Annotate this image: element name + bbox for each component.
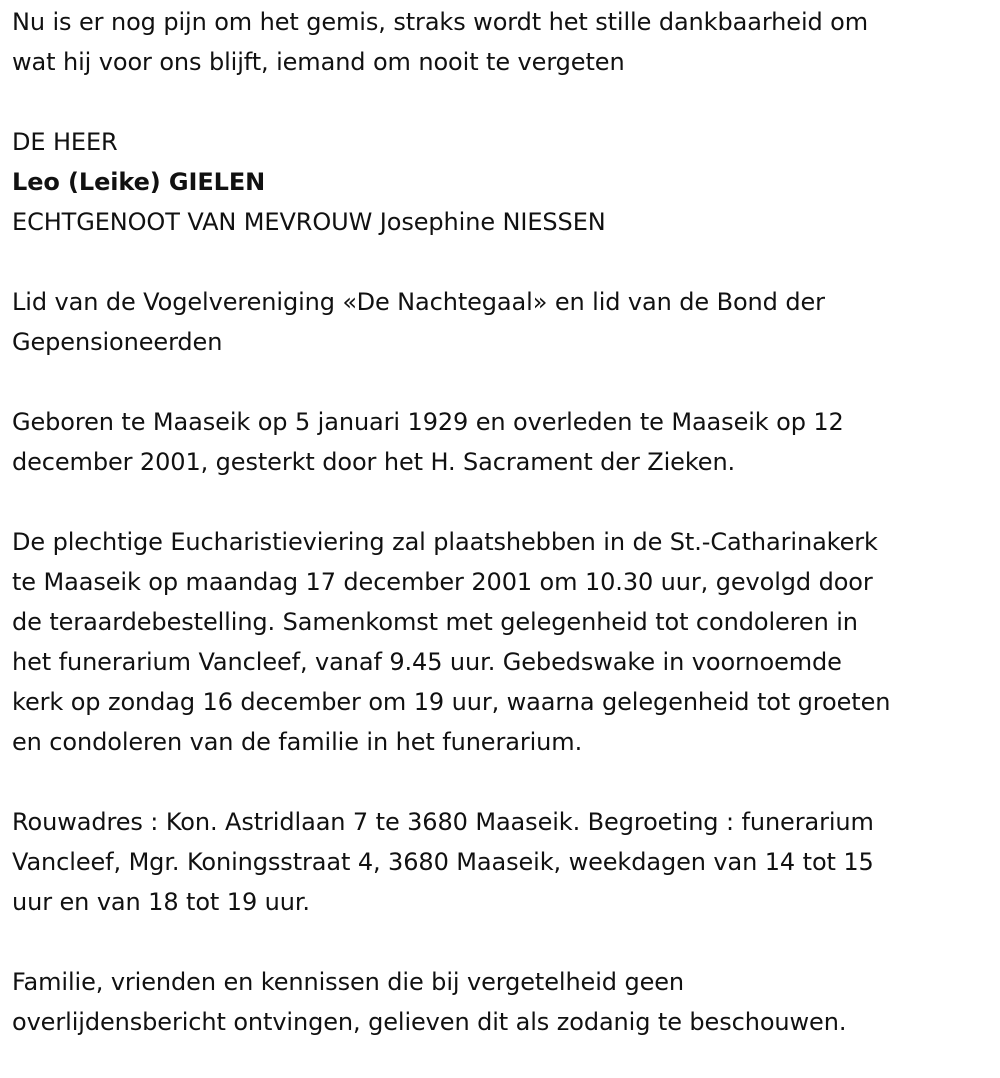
ceremony-line: De plechtige Eucharistieviering zal plaatshebben in de St.-Catharinakerk <box>12 528 878 556</box>
closing-line: Familie, vrienden en kennissen die bij vergetelheid geen <box>12 968 685 996</box>
deceased-block <box>12 122 988 242</box>
ceremony-line: kerk op zondag 16 december om 19 uur, waarna gelegenheid tot groeten <box>12 688 891 716</box>
address-line: uur en van 18 tot 19 uur. <box>12 888 310 916</box>
opening-verse <box>12 2 988 82</box>
membership-line: Gepensioneerden <box>12 328 223 356</box>
ceremony-line: te Maaseik op maandag 17 december 2001 om 10.30 uur, gevolgd door <box>12 568 873 596</box>
ceremony-line: de teraardebestelling. Samenkomst met gelegenheid tot condoleren in <box>12 608 858 636</box>
closing-line: overlijdensbericht ontvingen, gelieven dit als zodanig te beschouwen. <box>12 1008 847 1036</box>
opening-verse-line: Nu is er nog pijn om het gemis, straks wordt het stille dankbaarheid om <box>12 8 869 36</box>
ceremony-line: en condoleren van de familie in het funerarium. <box>12 728 583 756</box>
membership-line: Lid van de Vogelvereniging «De Nachtegaal» en lid van de Bond der <box>12 288 825 316</box>
membership-paragraph <box>12 282 988 362</box>
address-line: Rouwadres : Kon. Astridlaan 7 te 3680 Maaseik. Begroeting : funerarium <box>12 808 874 836</box>
opening-verse-line: wat hij voor ons blijft, iemand om nooit te vergeten <box>12 48 625 76</box>
spouse-line: ECHTGENOOT VAN MEVROUW Josephine NIESSEN <box>12 208 606 236</box>
deceased-name: Leo (Leike) GIELEN <box>12 168 266 196</box>
ceremony-paragraph <box>12 522 988 762</box>
address-line: Vancleef, Mgr. Koningsstraat 4, 3680 Maaseik, weekdagen van 14 tot 15 <box>12 848 874 876</box>
birth-death-paragraph <box>12 402 988 482</box>
birth-death-line: Geboren te Maaseik op 5 januari 1929 en overleden te Maaseik op 12 <box>12 408 844 436</box>
ceremony-line: het funerarium Vancleef, vanaf 9.45 uur. Gebedswake in voornoemde <box>12 648 842 676</box>
address-paragraph <box>12 802 988 922</box>
closing-paragraph <box>12 962 988 1042</box>
honorific-title: DE HEER <box>12 128 118 156</box>
birth-death-line: december 2001, gesterkt door het H. Sacrament der Zieken. <box>12 448 736 476</box>
